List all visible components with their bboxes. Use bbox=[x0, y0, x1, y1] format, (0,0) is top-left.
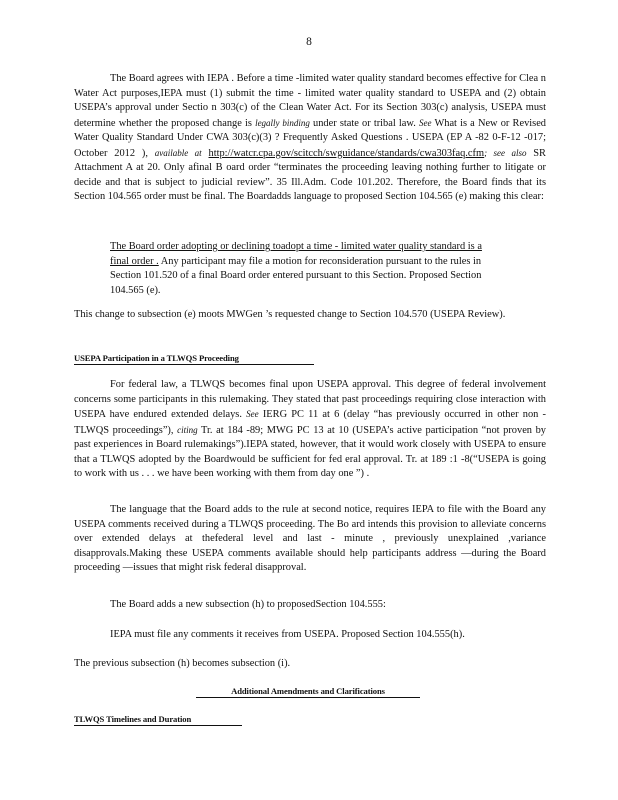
block-quote-section-104565 bbox=[110, 240, 490, 298]
paragraph-language-adds: The language that the Board adds to the rule at second notice, requires IEPA to file with the Board any USEPA comments received during a TLWQS proceeding. The Bo ard intends this provision to alleviate concerns over extended delays at thefederal level and last - minute , previously unexplained ,variance disapprovals.Making these USEPA comments available should help participants address —during the Board proceeding —issues that might risk federal disapproval. bbox=[74, 504, 546, 573]
heading-tlwqs-timelines: TLWQS Timelines and Duration bbox=[74, 714, 242, 726]
p3-text-b: IERG PC 11 at 6 (delay “has previously occurred in other non -TLWQS proceedings”), bbox=[74, 409, 546, 436]
page-number: 8 bbox=[306, 36, 312, 48]
p1-see: See bbox=[418, 117, 432, 128]
paragraph-iepa-approval bbox=[74, 72, 546, 205]
faq-url-link[interactable]: http://watcr.cpa.gov/scitcch/swguidance/standards/cwa303faq.cfm bbox=[208, 147, 485, 159]
p1-text-a: The Board agrees with IEPA . Before a time -limited water quality standard becomes effective for Clea n Water Act purposes,IEPA must (1) submit the time - limited water quality standard to USEPA and (2) obtain USEPA’s approval under Sectio n 303(c) of the Clean Water Act. For its Section 303(c) analysis, USEPA must determine whether the proposed change is bbox=[74, 73, 546, 129]
paragraph-previous-subsection: The previous subsection (h) becomes subsection (i). bbox=[74, 658, 291, 669]
p1-text-c: What is a New or Revised Water Quality Standard Under CWA 303(c)(3) ? Frequently Asked Questions . USEPA (EP A -82 0-F-12 -017; October 2012 ), bbox=[74, 117, 546, 159]
p3-citing: citing bbox=[177, 424, 198, 435]
p1-text-b: under state or tribal law. bbox=[309, 117, 419, 129]
p1-available-at: available at bbox=[154, 147, 202, 158]
block-quote-section-104555: IEPA must file any comments it receives from USEPA. Proposed Section 104.555(h). bbox=[110, 629, 465, 640]
heading-additional-amendments: Additional Amendments and Clarifications bbox=[196, 686, 420, 698]
p3-see: See bbox=[246, 409, 259, 419]
quote1-underlined-text: The Board order adopting or declining toadopt a time - limited water quality standard is a final order . bbox=[110, 241, 482, 267]
quote1-rest-text: Any participant may file a motion for reconsideration pursuant to the rules in Section 101.520 of a final Board order entered pursuant to this Section. Proposed Section 104.565 (e). bbox=[110, 255, 482, 296]
paragraph-moots-change: This change to subsection (e) moots MWGen ’s requested change to Section 104.570 (USEPA Review). bbox=[74, 309, 506, 320]
p1-see-also: ; see also bbox=[484, 147, 527, 158]
p1-text-d: SR Attachment A at 20. Only afinal B oard order “terminates the proceeding leaving nothing further to litigate or decide and that is subject to judicial review”. 35 Ill.Adm. Code 101.202. Therefore, the Board finds that its Section 104.565 order must be final. The Boardadds language to proposed Section 104.565 (e) making this clear: bbox=[74, 147, 546, 202]
heading-usepa-participation: USEPA Participation in a TLWQS Proceeding bbox=[74, 353, 314, 365]
p1-italic-legally-binding: legally binding bbox=[255, 117, 310, 128]
paragraph-new-subsection: The Board adds a new subsection (h) to proposedSection 104.555: bbox=[110, 599, 386, 610]
paragraph-federal-law bbox=[74, 378, 546, 482]
p3-text-c: Tr. at 184 -89; MWG PC 13 at 10 (USEPA’s active participation “not proven by past experiences in Board rulemakings”).IEPA stated, however, that it would work closely with USEPA to ensure that a TLWQS adopted by the Boardwould be sufficient for fed eral approval. Tr. at 189 :1 -8(“USEPA is going to work with us . . . we have been working with them from day one ”) . bbox=[74, 424, 546, 479]
p3-text-a: For federal law, a TLWQS becomes final upon USEPA approval. This degree of federal involvement concerns some participants in this rulemaking. They stated that past proceedings requiring close interaction with USEPA have endured extended delays. bbox=[74, 379, 546, 420]
